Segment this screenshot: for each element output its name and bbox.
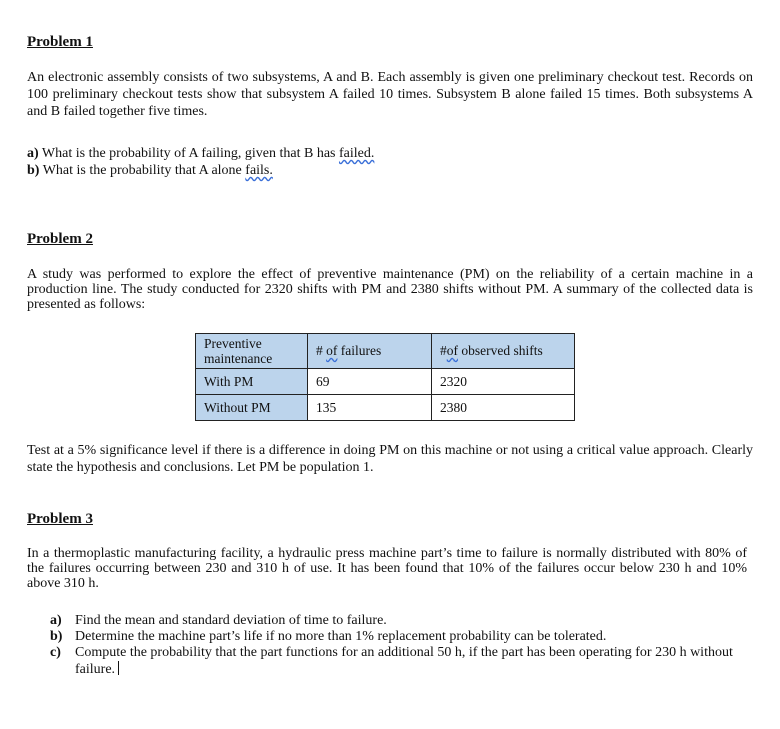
table-row	[196, 395, 575, 421]
question-b-text: What is the probability that A alone	[42, 163, 242, 178]
item-text: Compute the probability that the part functions for an additional 50 h, if the part has been operating for 230 h without failure.	[75, 645, 733, 677]
pm-data-table	[195, 333, 575, 421]
header-shifts-prefix: #	[440, 343, 447, 358]
header-failures-suffix: failures	[337, 343, 382, 358]
row-shifts: 2380	[432, 395, 575, 421]
row-failures: 135	[308, 395, 432, 421]
header-preventive-maintenance: Preventive maintenance	[196, 334, 308, 369]
table-row	[196, 369, 575, 395]
problem-1-question-a	[27, 145, 374, 162]
list-item	[27, 629, 737, 645]
header-observed-shifts	[432, 334, 575, 369]
text-cursor	[118, 661, 119, 675]
row-label: Without PM	[196, 395, 308, 421]
question-a-marker: a)	[27, 146, 39, 161]
question-b-flagged-word[interactable]: fails.	[245, 163, 273, 178]
row-shifts: 2320	[432, 369, 575, 395]
item-marker: b)	[50, 629, 63, 644]
item-text: Determine the machine part’s life if no more than 1% replacement probability can be tolerated.	[75, 629, 607, 644]
header-failures	[308, 334, 432, 369]
question-a-flagged-word[interactable]: failed.	[338, 146, 375, 161]
problem-1-question-b	[27, 162, 273, 179]
problem-2-question: Test at a 5% significance level if there is a difference in doing PM on this machine or not using a critical value approach. Clearly state the hypothesis and conclusions. Let PM be population 1.	[27, 443, 753, 475]
list-item	[27, 645, 737, 678]
header-shifts-flagged-word[interactable]: of	[446, 343, 458, 358]
row-failures: 69	[308, 369, 432, 395]
problem-3-heading: Problem 3	[27, 511, 93, 527]
problem-1-intro: An electronic assembly consists of two subsystems, A and B. Each assembly is given one preliminary checkout test. Records on 100 preliminary checkout tests show that subsystem A failed 10 times. Subsystem B alone failed 15 times. Both subsystems A and B failed together five times.	[27, 70, 753, 119]
row-label: With PM	[196, 369, 308, 395]
question-a-text: What is the probability of A failing, given that B has	[41, 146, 336, 161]
problem-3-question-list	[27, 613, 737, 678]
list-item	[27, 613, 737, 629]
item-marker: c)	[50, 645, 61, 660]
problem-3-intro: In a thermoplastic manufacturing facility, a hydraulic press machine part’s time to failure is normally distributed with 80% of the failures occurring between 230 and 310 h of use. It has been found that 10% of the failures occur below 230 h and 10% above 310 h.	[27, 546, 747, 591]
header-failures-prefix: #	[316, 343, 327, 358]
problem-1-heading: Problem 1	[27, 34, 93, 50]
item-marker: a)	[50, 613, 62, 628]
problem-2-intro: A study was performed to explore the effect of preventive maintenance (PM) on the reliability of a certain machine in a production line. The study conducted for 2320 shifts with PM and 2380 shifts without PM. A summary of the collected data is presented as follows:	[27, 267, 753, 312]
header-failures-flagged-word[interactable]: of	[326, 343, 338, 358]
question-b-marker: b)	[27, 163, 40, 178]
header-shifts-suffix: observed shifts	[458, 343, 543, 358]
table-header-row	[196, 334, 575, 369]
item-text: Find the mean and standard deviation of time to failure.	[75, 613, 387, 628]
problem-2-heading: Problem 2	[27, 231, 93, 247]
